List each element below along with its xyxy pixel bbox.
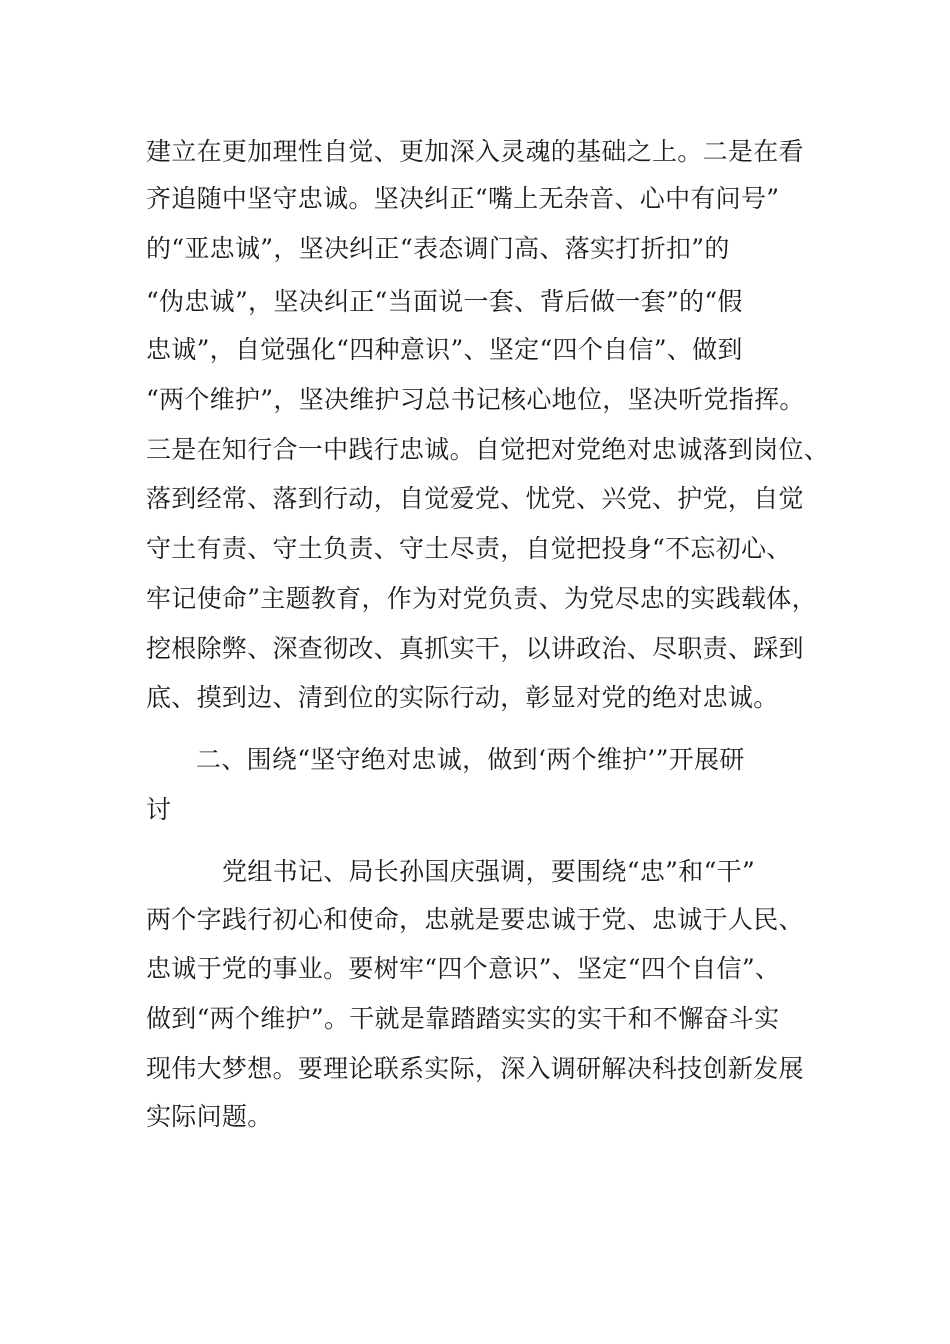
body-text-line: 现伟大梦想。要理论联系实际，深入调研解决科技创新发展 (146, 1054, 804, 1083)
body-text-line: 挖根除弊、深查彻改、真抓实干，以讲政治、尽职责、踩到 (146, 634, 804, 663)
body-text-line: 底、摸到边、清到位的实际行动，彰显对党的绝对忠诚。 (146, 683, 779, 712)
body-text-line: “两个维护”，坚决维护习总书记核心地位，坚决听党指挥。 (146, 385, 805, 414)
body-text-line: 守土有责、守土负责、守土尽责，自觉把投身“不忘初心、 (146, 534, 792, 563)
body-text-line: “伪忠诚”，坚决纠正“当面说一套、背后做一套”的“假 (146, 287, 743, 316)
body-text-line: 三是在知行合一中践行忠诚。自觉把对党绝对忠诚落到岗位、 (146, 435, 830, 464)
body-text-line: 建立在更加理性自觉、更加深入灵魂的基础之上。二是在看 (146, 137, 804, 166)
body-text-line: 两个字践行初心和使命，忠就是要忠诚于党、忠诚于人民、 (146, 905, 804, 934)
body-text-line: 实际问题。 (146, 1102, 273, 1131)
body-text-line: 党组书记、局长孙国庆强调，要围绕“忠”和“干” (222, 857, 756, 886)
body-text-line: 牢记使命”主题教育，作为对党负责、为党尽忠的实践载体， (146, 584, 817, 613)
body-text-line: 忠诚”，自觉强化“四种意识”、坚定“四个自信”、做到 (146, 335, 743, 364)
body-text-line: 的“亚忠诚”，坚决纠正“表态调门高、落实打折扣”的 (146, 234, 730, 263)
body-text-line: 齐追随中坚守忠诚。坚决纠正“嘴上无杂音、心中有问号” (146, 184, 780, 213)
body-text-line: 忠诚于党的事业。要树牢“四个意识”、坚定“四个自信”、 (146, 954, 781, 983)
body-text-line: 做到“两个维护”。干就是靠踏踏实实的实干和不懈奋斗实 (146, 1004, 780, 1033)
section-heading-continued: 讨 (146, 795, 172, 824)
body-text-line: 落到经常、落到行动，自觉爱党、忧党、兴党、护党，自觉 (146, 484, 804, 513)
section-heading: 二、围绕“坚守绝对忠诚，做到‘两个维护’”开展研 (196, 745, 745, 774)
